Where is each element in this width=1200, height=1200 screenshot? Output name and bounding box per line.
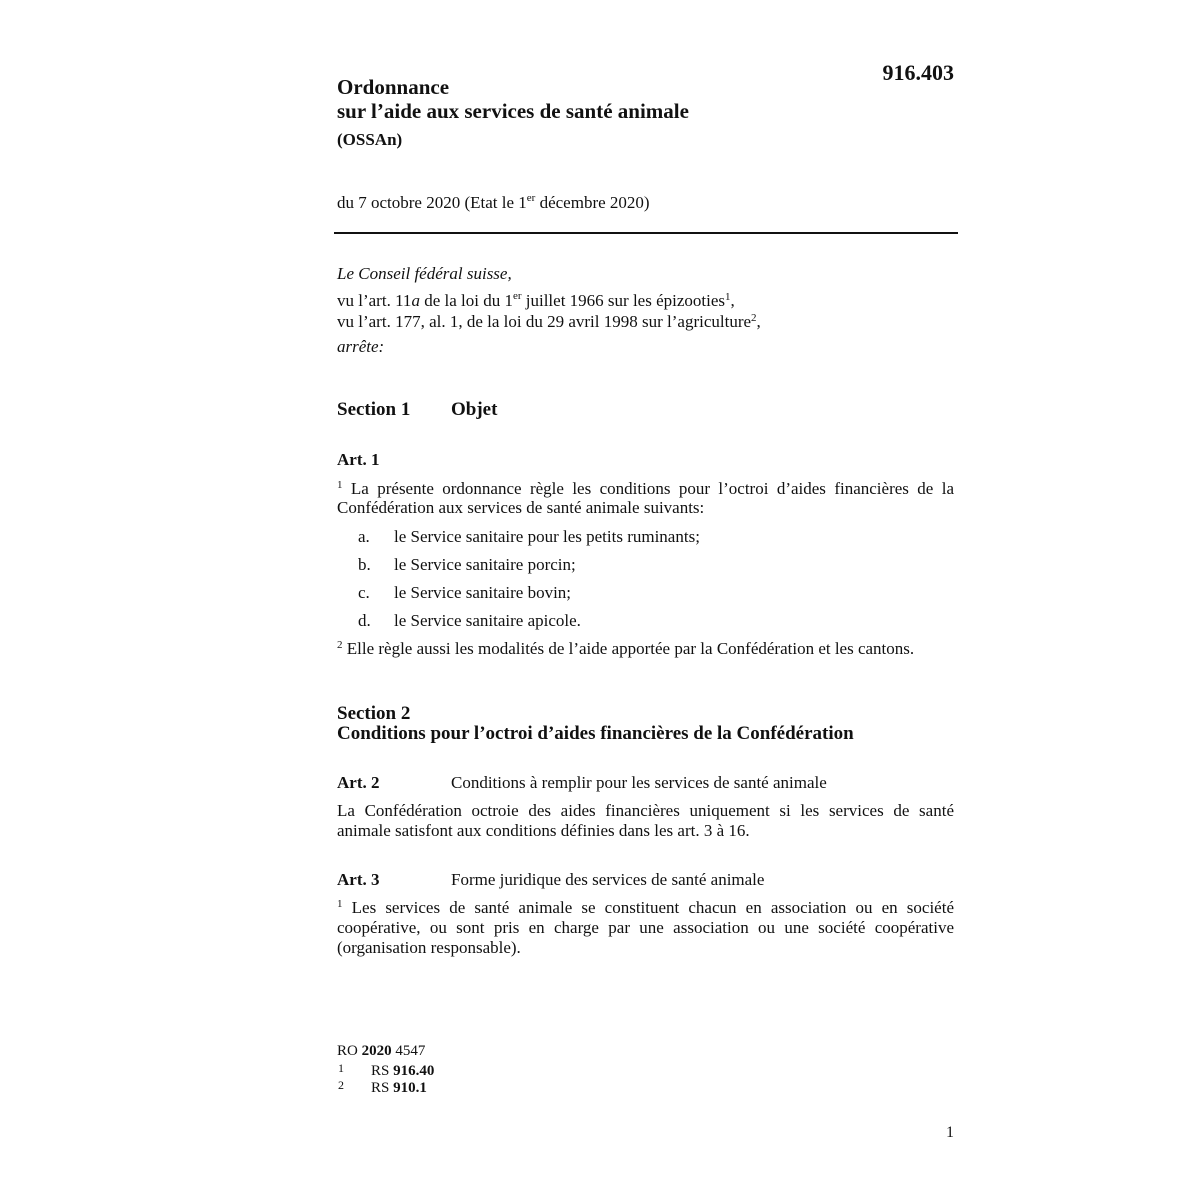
list-item-letter: a.	[358, 527, 370, 546]
footnote-text: RS 910.1	[371, 1080, 427, 1096]
title-abbreviation: (OSSAn)	[337, 130, 403, 149]
preamble-decree: arrête:	[337, 337, 385, 356]
art-2-text-line-1: La Confédération octroie des aides financières uniquement si les services de santé	[337, 801, 954, 820]
art-3-heading: Art. 3	[337, 870, 380, 889]
list-item: le Service sanitaire porcin;	[394, 555, 576, 574]
art-3-subject: Forme juridique des services de santé animale	[451, 870, 765, 889]
page-number: 1	[946, 1124, 954, 1141]
list-item: le Service sanitaire bovin;	[394, 583, 572, 602]
footnote-number: 1	[338, 1061, 344, 1075]
footnote-ref-2[interactable]: 2	[751, 312, 757, 324]
list-item-letter: c.	[358, 583, 370, 602]
document-date: du 7 octobre 2020 (Etat le 1er décembre 2020)	[337, 192, 650, 212]
list-item: le Service sanitaire pour les petits ruminants;	[394, 527, 700, 546]
ro-reference: RO 2020 4547	[337, 1043, 426, 1059]
art-1-heading: Art. 1	[337, 450, 380, 469]
title-line-1: Ordonnance	[337, 75, 450, 99]
preamble-legal-basis-2: vu l’art. 177, al. 1, de la loi du 29 avril 1998 sur l’agriculture$^2$,	[337, 312, 761, 331]
list-item-letter: b.	[358, 555, 371, 574]
list-item: le Service sanitaire apicole.	[394, 611, 581, 630]
section-2-label: Section 2	[337, 703, 411, 724]
section-2-title: Conditions pour l’octroi d’aides financières de la Confédération	[337, 723, 854, 744]
title-line-2: sur l’aide aux services de santé animale	[337, 99, 689, 123]
section-1-title: Objet	[451, 399, 498, 420]
footnote-number: 2	[338, 1078, 344, 1092]
art-3-para-1-line-1: $^1$ Les services de santé animale se constituent chacun en association ou en société	[337, 898, 954, 917]
footnote-ref-1[interactable]: 1	[725, 291, 731, 303]
art-2-subject: Conditions à remplir pour les services de santé animale	[451, 773, 827, 792]
header-divider	[334, 232, 958, 234]
art-3-para-1-line-2: coopérative, ou sont pris en charge par une association ou une société coopérative	[337, 918, 954, 937]
document-number: 916.403	[882, 60, 954, 85]
art-1-para-2: $^2$ Elle règle aussi les modalités de l’aide apportée par la Confédération et les cantons.	[337, 639, 915, 658]
art-2-heading: Art. 2	[337, 773, 380, 792]
section-1-label: Section 1	[337, 399, 411, 420]
preamble-intro: Le Conseil fédéral suisse,	[337, 264, 512, 283]
art-3-para-1-line-3: (organisation responsable).	[337, 938, 521, 957]
art-2-text-line-2: animale satisfont aux conditions définies dans les art. 3 à 16.	[337, 821, 750, 840]
footnote-text: RS 916.40	[371, 1063, 435, 1079]
art-1-para-1-line-2: Confédération aux services de santé animale suivants:	[337, 498, 705, 517]
preamble-legal-basis-1: vu l’art. 11a de la loi du 1er juillet 1966 sur les épizooties$^1$,	[337, 290, 735, 310]
art-1-para-1-line-1: $^1$ La présente ordonnance règle les conditions pour l’octroi d’aides financières de la	[337, 479, 954, 498]
list-item-letter: d.	[358, 611, 371, 630]
